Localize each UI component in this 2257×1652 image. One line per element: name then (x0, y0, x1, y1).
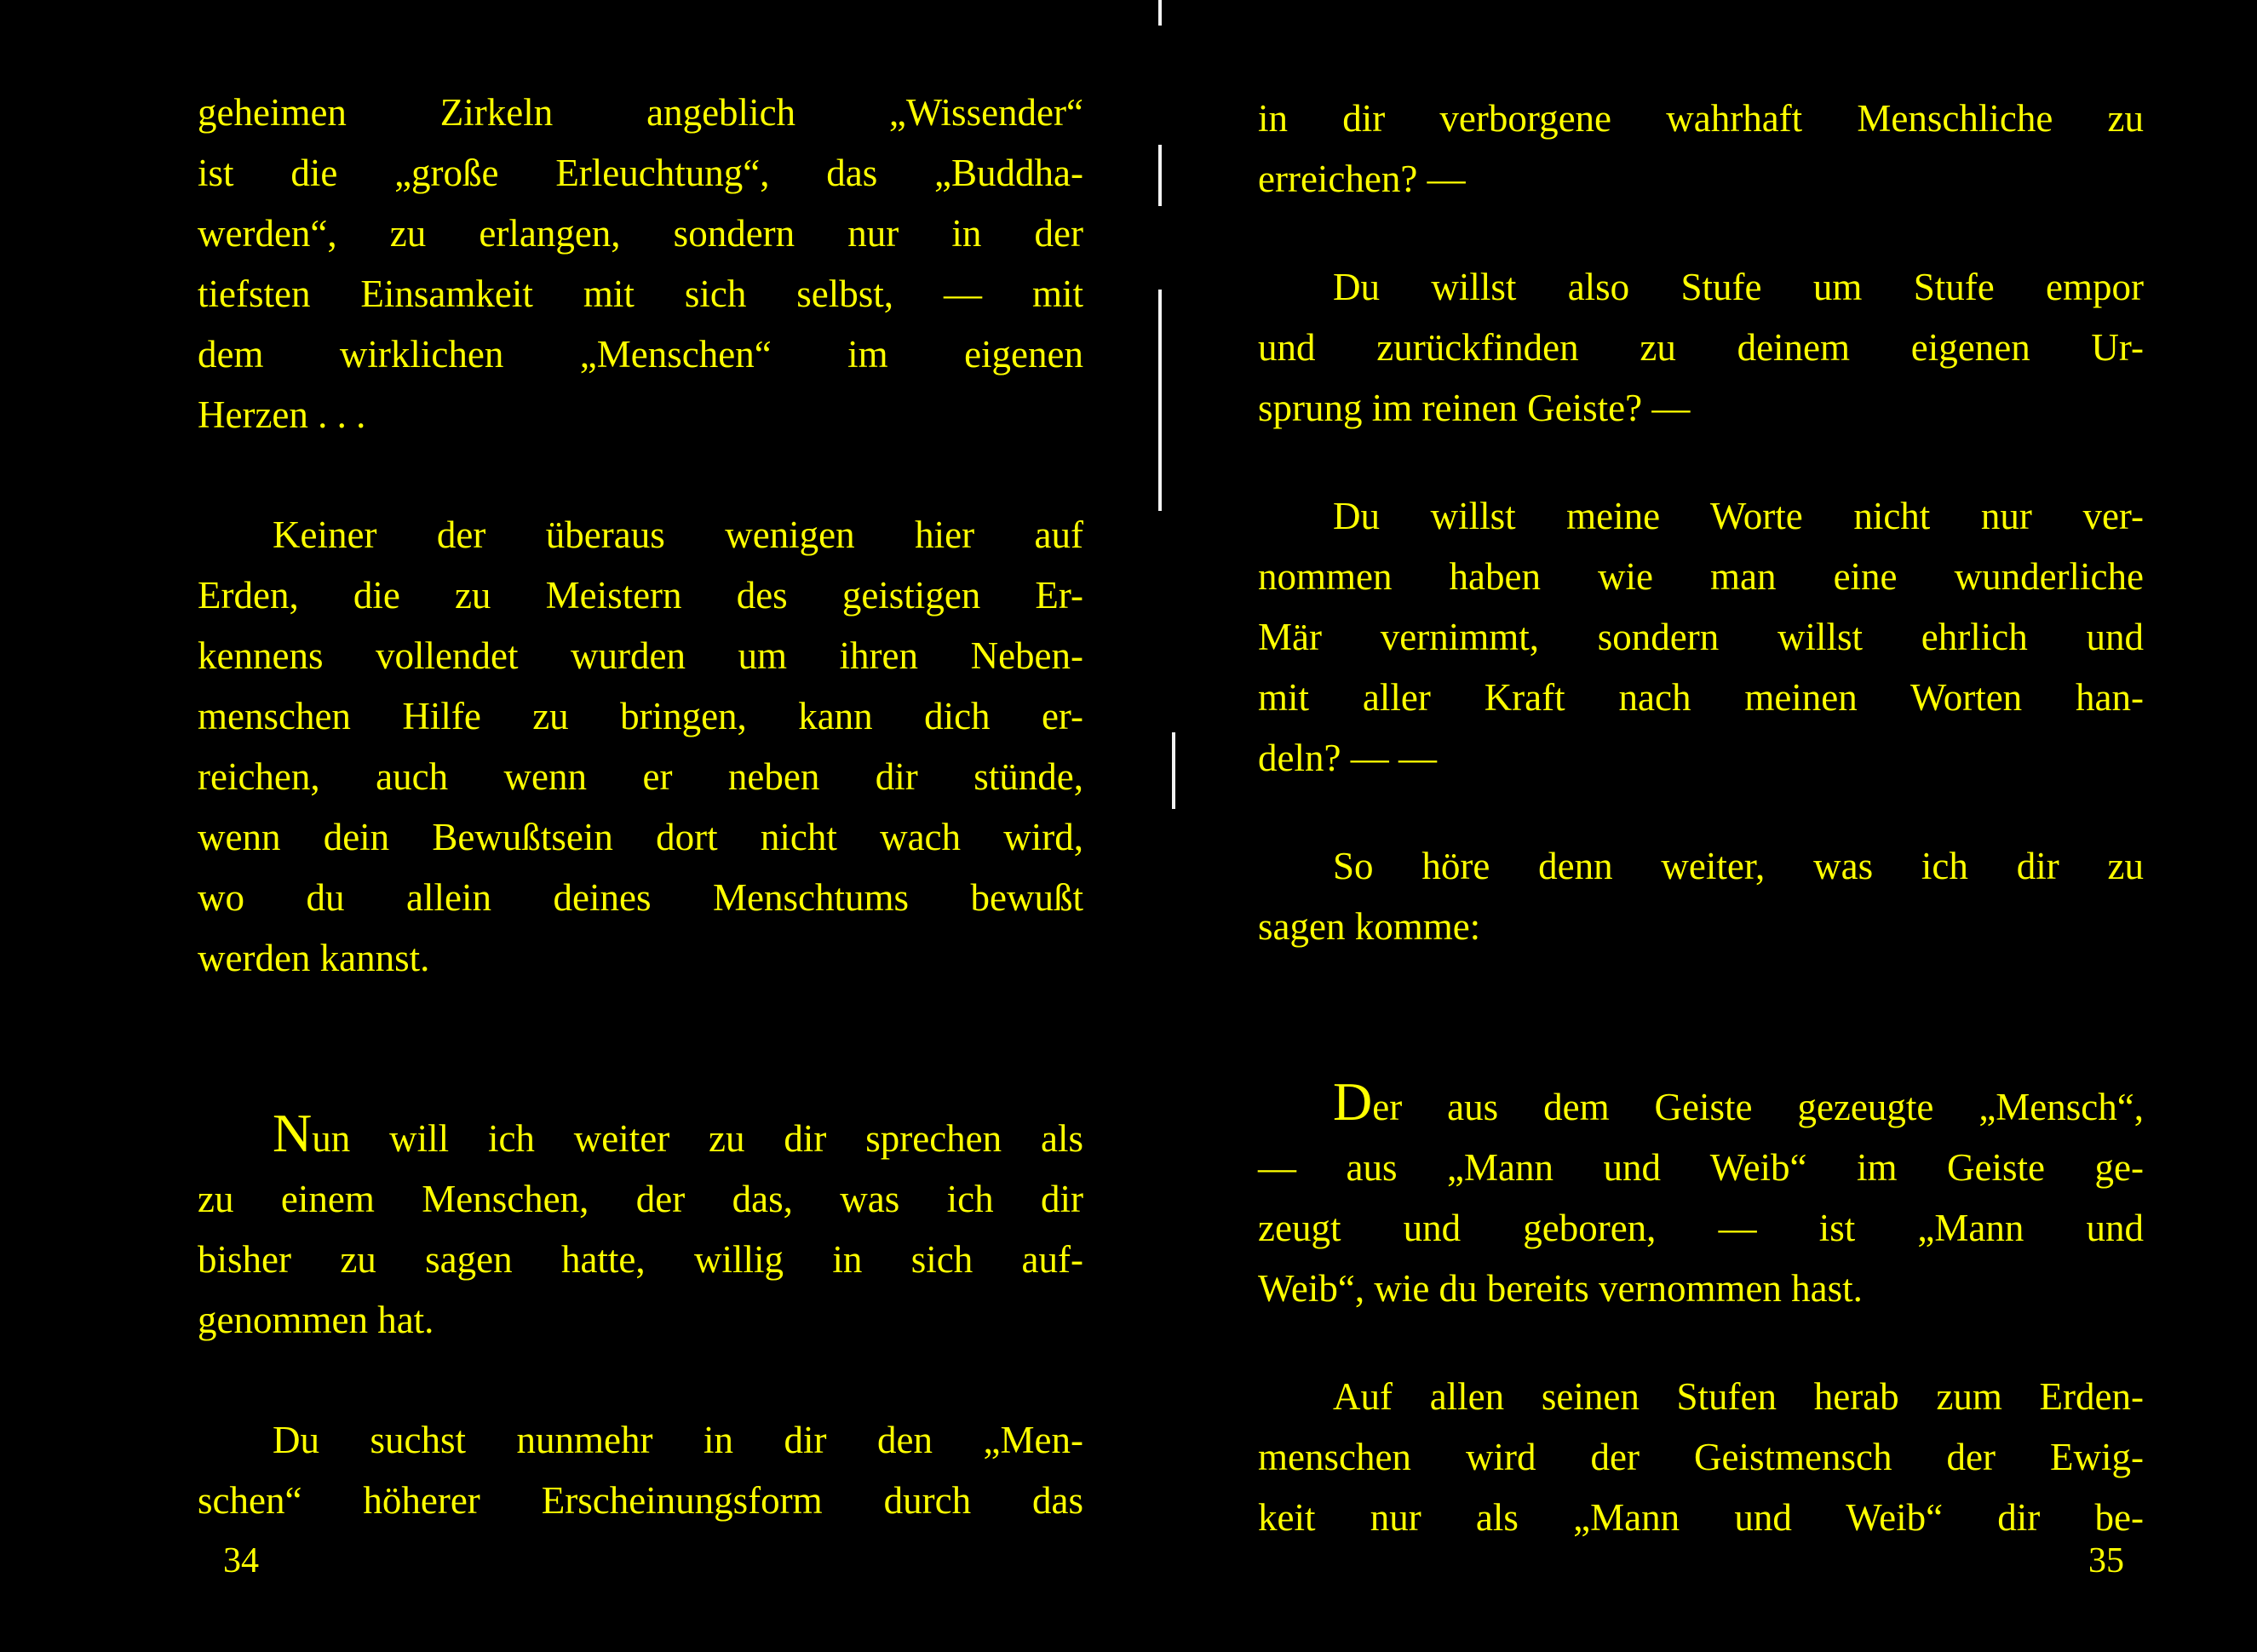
text-line: in dir verborgene wahrhaft Menschliche zu (1258, 97, 2144, 140)
text-line: sagen komme: (1258, 905, 1481, 948)
text-line: Mär vernimmt, sondern willst ehrlich und (1258, 616, 2144, 658)
paragraph (198, 1410, 1083, 1531)
text-line: genommen hat. (198, 1299, 434, 1341)
text-line: mit aller Kraft nach meinen Worten han- (1258, 676, 2144, 719)
right-page-text (1258, 89, 2144, 1548)
text-line: Du willst meine Worte nicht nur ver- (1333, 495, 2144, 537)
left-page-text (198, 83, 1083, 1531)
text-line (198, 1103, 1083, 1169)
text-line: Du suchst nunmehr in dir den „Men- (273, 1419, 1083, 1461)
text-line: dem wirklichen „Menschen“ im eigenen (198, 333, 1083, 376)
text-line-rest: er aus dem Geiste gezeugte „Mensch“, (1372, 1086, 2144, 1128)
text-line: geheimen Zirkeln angeblich „Wissender“ (198, 91, 1083, 134)
text-line: zeugt und geboren, — ist „Mann und (1258, 1207, 2144, 1249)
text-line: wo du allein deines Menschtums bewußt (198, 876, 1083, 919)
text-line: tiefsten Einsamkeit mit sich selbst, — mit (198, 272, 1083, 315)
paragraph (1258, 836, 2144, 957)
text-line: Du willst also Stufe um Stufe empor (1333, 266, 2144, 308)
paragraph (1258, 257, 2144, 439)
text-line: zu einem Menschen, der das, was ich dir (198, 1178, 1083, 1220)
text-line: — aus „Mann und Weib“ im Geiste ge- (1258, 1146, 2144, 1189)
paragraph (198, 505, 1083, 989)
text-line: Herzen . . . (198, 393, 366, 436)
page-number: 35 (2088, 1541, 2124, 1580)
left-page (0, 0, 1128, 1652)
right-page (1128, 0, 2257, 1652)
text-line: sprung im reinen Geiste? — (1258, 387, 1691, 429)
drop-cap: N (273, 1103, 313, 1163)
text-line: keit nur als „Mann und Weib“ dir be- (1258, 1496, 2144, 1539)
text-line: werden“, zu erlangen, sondern nur in der (198, 212, 1083, 255)
text-line: reichen, auch wenn er neben dir stünde, (198, 755, 1083, 798)
text-line: ist die „große Erleuchtung“, das „Buddha- (198, 152, 1083, 194)
text-line: kennens vollendet wurden um ihren Neben- (198, 634, 1083, 677)
text-line: menschen Hilfe zu bringen, kann dich er- (198, 695, 1083, 737)
paragraph (1258, 89, 2144, 209)
text-line: Weib“, wie du bereits vernommen hast. (1258, 1267, 1863, 1310)
text-line: und zurückfinden zu deinem eigenen Ur- (1258, 326, 2144, 369)
text-line: nommen haben wie man eine wunderliche (1258, 555, 2144, 598)
paragraph (1258, 486, 2144, 789)
text-line: Keiner der überaus wenigen hier auf (273, 513, 1083, 556)
paragraph (198, 83, 1083, 445)
text-line: menschen wird der Geistmensch der Ewig- (1258, 1436, 2144, 1478)
text-line: bisher zu sagen hatte, willig in sich auf- (198, 1238, 1083, 1281)
text-line: deln? — — (1258, 737, 1437, 779)
text-line: erreichen? — (1258, 158, 1466, 200)
paragraph (1258, 1367, 2144, 1548)
drop-cap: D (1333, 1071, 1373, 1132)
text-line: So höre denn weiter, was ich dir zu (1333, 845, 2144, 887)
text-line (1258, 1071, 2144, 1138)
text-line: wenn dein Bewußtsein dort nicht wach wird, (198, 816, 1083, 858)
paragraph (198, 1103, 1083, 1351)
paragraph (1258, 1071, 2144, 1319)
text-line-rest: un will ich weiter zu dir sprechen als (312, 1117, 1083, 1160)
page-number: 34 (223, 1541, 259, 1580)
text-line: Erden, die zu Meistern des geistigen Er- (198, 574, 1083, 617)
text-line: werden kannst. (198, 937, 430, 979)
text-line: schen“ höherer Erscheinungsform durch das (198, 1479, 1083, 1522)
text-line: Auf allen seinen Stufen herab zum Erden- (1333, 1375, 2144, 1418)
